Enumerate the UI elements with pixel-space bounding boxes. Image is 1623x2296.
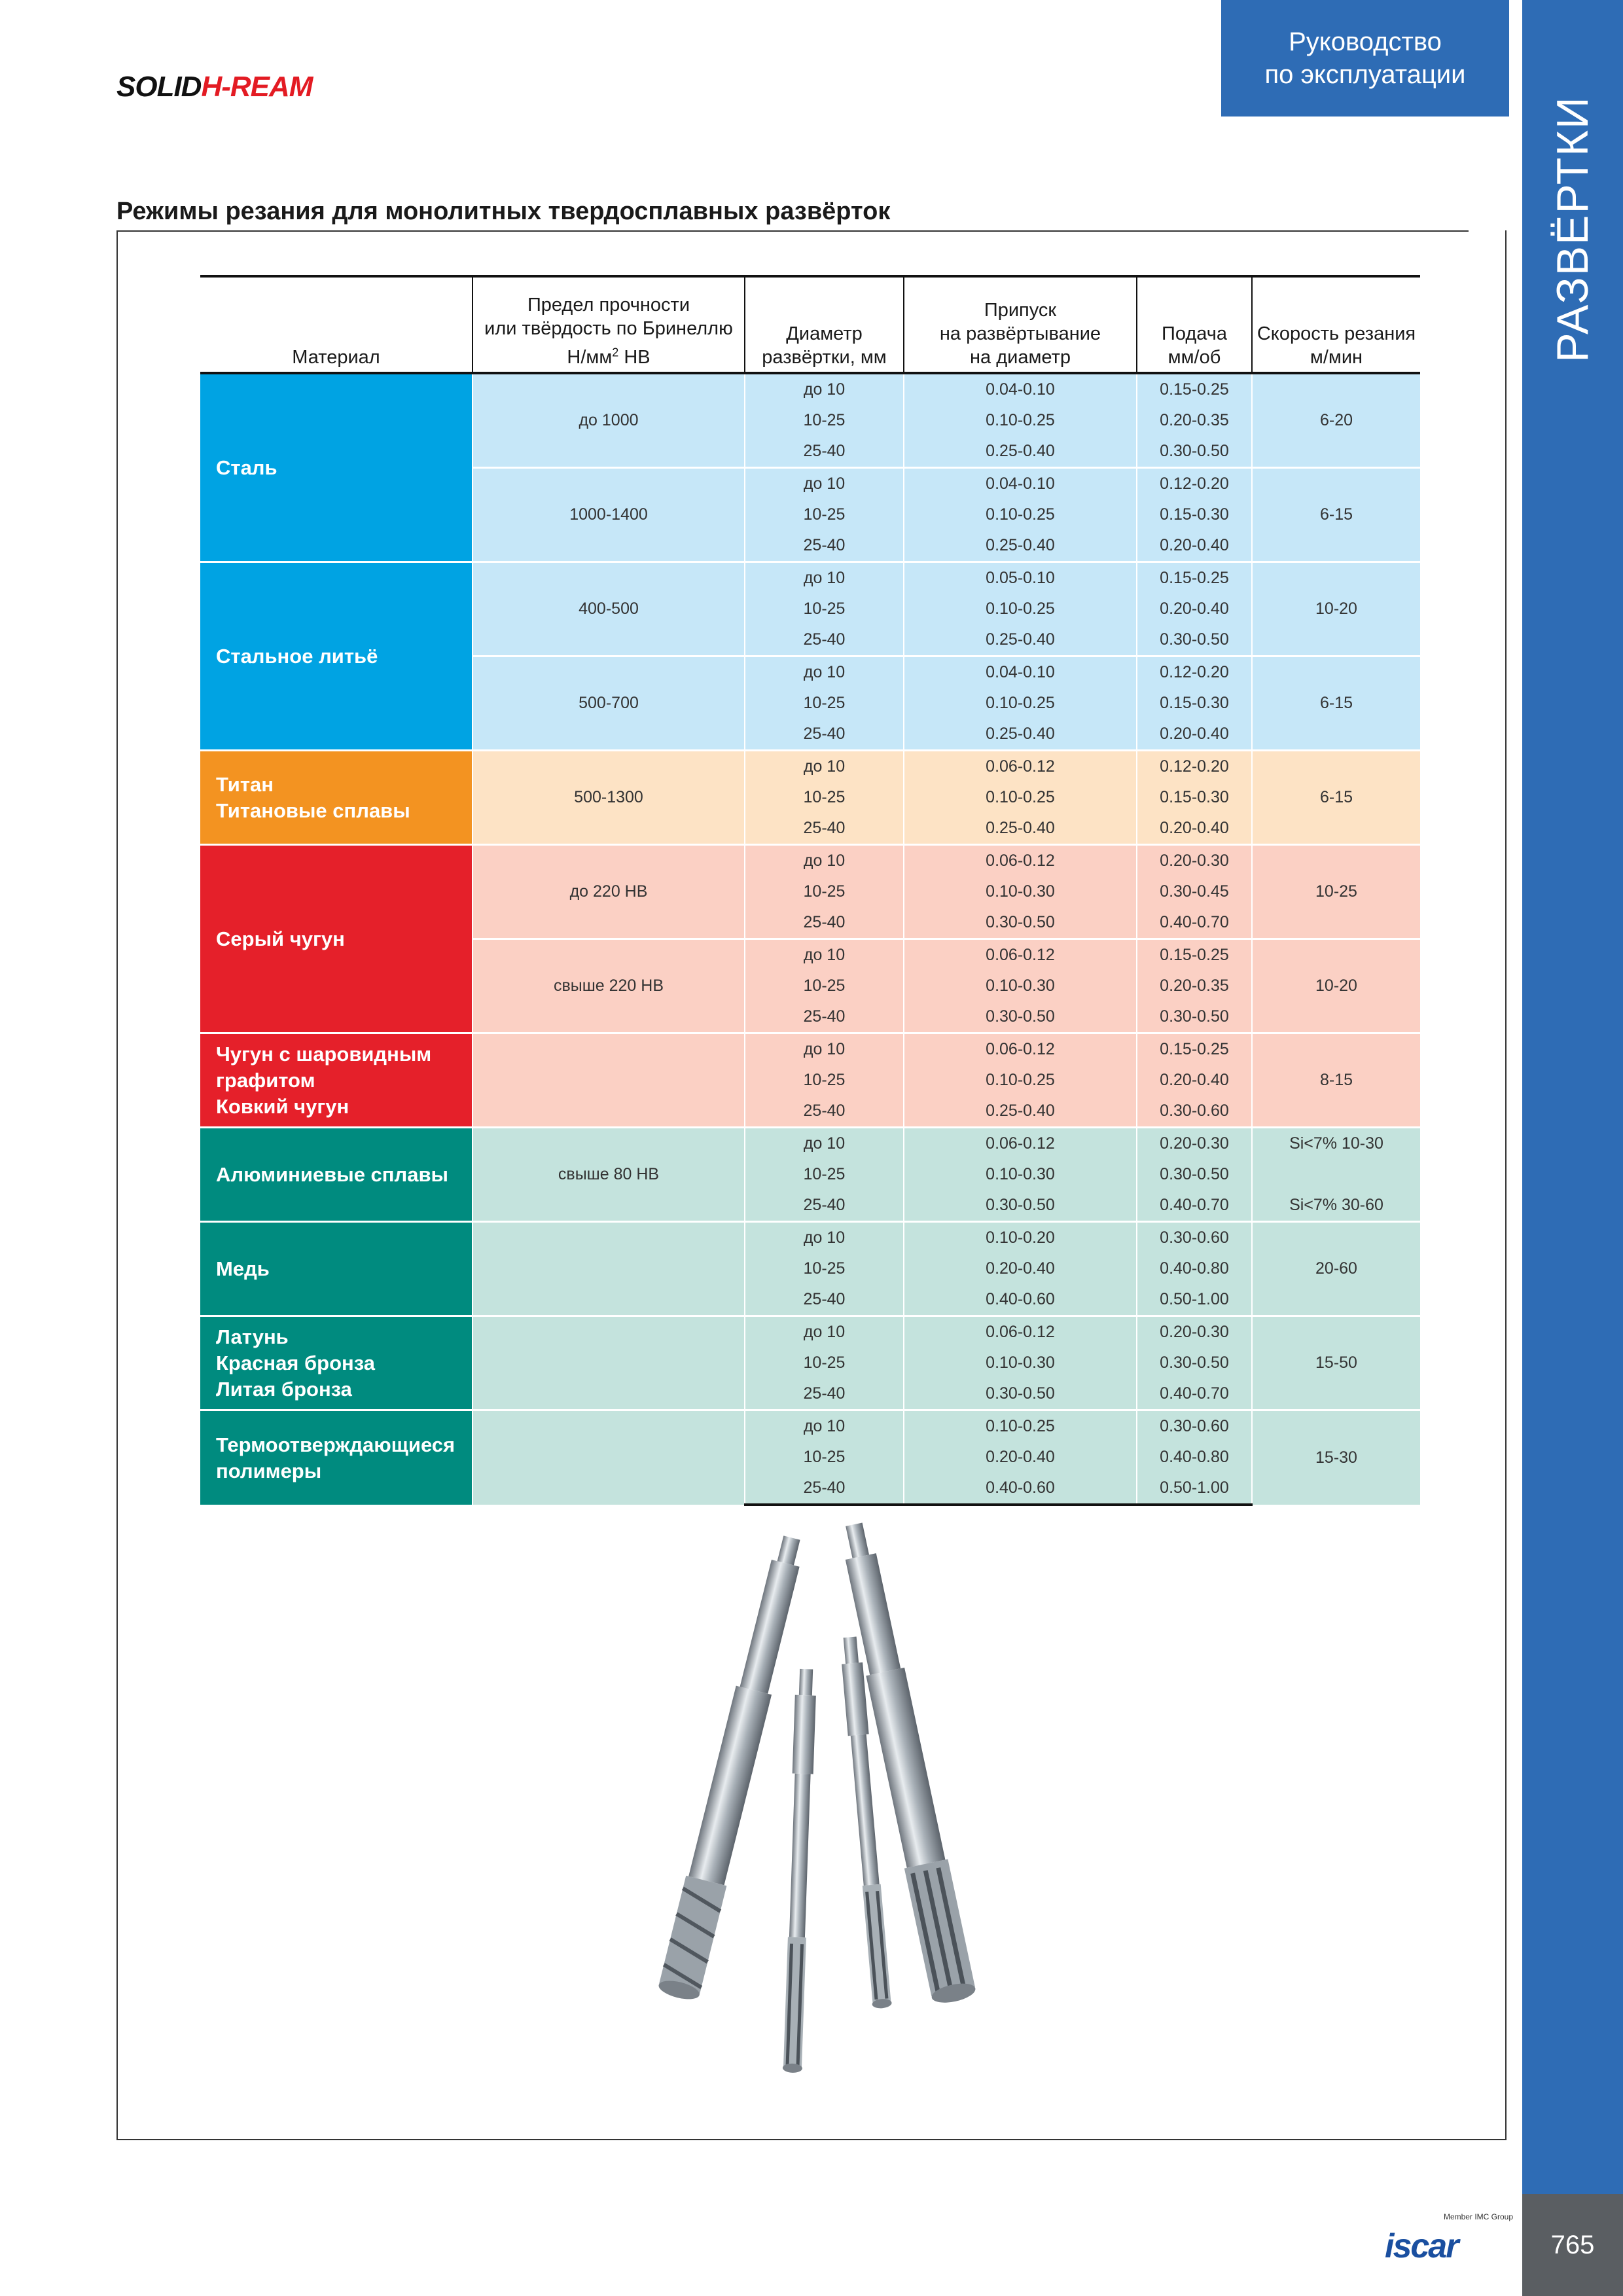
material-cell: Чугун с шаровидным графитом Ковкий чугун	[200, 1033, 473, 1128]
feed-cell: 0.20-0.40	[1137, 719, 1252, 751]
allowance-cell: 0.25-0.40	[904, 624, 1137, 656]
diameter-cell: 10-25	[745, 971, 904, 1001]
strength-cell	[473, 1316, 745, 1410]
table-row	[200, 1316, 1420, 1348]
feed-cell: 0.12-0.20	[1137, 468, 1252, 500]
diameter-cell: 10-25	[745, 1253, 904, 1284]
table-body	[200, 373, 1420, 1505]
feed-cell: 0.20-0.30	[1137, 1316, 1252, 1348]
feed-cell: 0.30-0.50	[1137, 1159, 1252, 1190]
strength-cell	[473, 1033, 745, 1128]
diameter-cell: до 10	[745, 939, 904, 971]
header-material-label: Материал	[292, 347, 380, 368]
strength-cell: до 220 НВ	[473, 845, 745, 939]
allowance-cell: 0.40-0.60	[904, 1284, 1137, 1316]
diameter-cell: 25-40	[745, 1473, 904, 1505]
table-row	[200, 373, 1420, 405]
manual-line-2: по эксплуатации	[1264, 60, 1466, 89]
diameter-cell: 25-40	[745, 1190, 904, 1222]
logo-text-hream: H-REAM	[201, 71, 313, 103]
speed-cell: 10-20	[1252, 939, 1420, 1033]
diameter-cell: 25-40	[745, 719, 904, 751]
header-feed-label: Подача мм/об	[1162, 323, 1227, 368]
manual-line-1: Руководство	[1289, 27, 1442, 56]
allowance-cell: 0.06-0.12	[904, 939, 1137, 971]
reamer-large-left	[657, 1533, 812, 2003]
allowance-cell: 0.06-0.12	[904, 1033, 1137, 1066]
member-text: Member IMC Group	[1443, 2212, 1513, 2221]
cutting-data-table	[200, 275, 1420, 1506]
table-row	[200, 1033, 1420, 1066]
diameter-cell: до 10	[745, 751, 904, 783]
page-number: 765	[1522, 2194, 1623, 2296]
allowance-cell: 0.25-0.40	[904, 530, 1137, 562]
diameter-cell: 25-40	[745, 1096, 904, 1128]
material-cell: Стальное литьё	[200, 562, 473, 751]
feed-cell: 0.12-0.20	[1137, 751, 1252, 783]
allowance-cell: 0.30-0.50	[904, 1378, 1137, 1410]
speed-cell: 6-20	[1252, 373, 1420, 468]
diameter-cell: 10-25	[745, 876, 904, 907]
allowance-cell: 0.06-0.12	[904, 845, 1137, 877]
allowance-cell: 0.25-0.40	[904, 436, 1137, 468]
table-row	[200, 1128, 1420, 1160]
allowance-cell: 0.25-0.40	[904, 813, 1137, 845]
diameter-cell: 10-25	[745, 688, 904, 719]
header-strength	[473, 276, 745, 373]
iscar-logo	[1385, 2212, 1513, 2265]
material-cell: Медь	[200, 1222, 473, 1316]
material-cell: Сталь	[200, 373, 473, 562]
speed-cell: 15-30	[1252, 1410, 1420, 1505]
diameter-cell: 10-25	[745, 1159, 904, 1190]
allowance-cell: 0.30-0.50	[904, 1001, 1137, 1033]
diameter-cell: 10-25	[745, 1065, 904, 1096]
feed-cell: 0.30-0.60	[1137, 1222, 1252, 1254]
feed-cell: 0.20-0.35	[1137, 405, 1252, 436]
reamers-photo	[582, 1505, 1080, 2108]
feed-cell: 0.15-0.30	[1137, 782, 1252, 813]
diameter-cell: 10-25	[745, 1442, 904, 1473]
feed-cell: 0.20-0.30	[1137, 1128, 1252, 1160]
feed-cell: 0.40-0.70	[1137, 1378, 1252, 1410]
strength-cell: 400-500	[473, 562, 745, 656]
allowance-cell: 0.06-0.12	[904, 1316, 1137, 1348]
table-row	[200, 1222, 1420, 1254]
table-row	[200, 845, 1420, 877]
allowance-cell: 0.10-0.20	[904, 1222, 1137, 1254]
speed-cell: Si<7% 10-30	[1252, 1128, 1420, 1160]
allowance-cell: 0.25-0.40	[904, 719, 1137, 751]
diameter-cell: 10-25	[745, 1348, 904, 1378]
feed-cell: 0.30-0.60	[1137, 1096, 1252, 1128]
chapter-side-bar	[1522, 0, 1623, 2296]
manual-header-box	[1221, 0, 1509, 117]
iscar-logo-mark: iscar	[1385, 2227, 1458, 2265]
speed-cell: 20-60	[1252, 1222, 1420, 1316]
header-material	[200, 276, 473, 373]
feed-cell: 0.40-0.80	[1137, 1253, 1252, 1284]
allowance-cell: 0.20-0.40	[904, 1253, 1137, 1284]
header-strength-label: Предел прочности или твёрдость по Бринеллю $Н/мм^2$ НВ	[484, 295, 733, 368]
allowance-cell: 0.06-0.12	[904, 751, 1137, 783]
allowance-cell: 0.40-0.60	[904, 1473, 1137, 1505]
header-diameter	[745, 276, 904, 373]
strength-cell: 500-700	[473, 656, 745, 751]
material-cell: Алюминиевые сплавы	[200, 1128, 473, 1222]
section-title: Режимы резания для монолитных твердосплавных развёрток	[116, 198, 891, 225]
strength-cell: свыше 80 НВ	[473, 1128, 745, 1222]
material-cell: Латунь Красная бронза Литая бронза	[200, 1316, 473, 1410]
reamer-small-left	[782, 1669, 817, 2073]
diameter-cell: 25-40	[745, 436, 904, 468]
feed-cell: 0.40-0.70	[1137, 907, 1252, 939]
allowance-cell: 0.06-0.12	[904, 1128, 1137, 1160]
feed-cell: 0.15-0.25	[1137, 562, 1252, 594]
feed-cell: 0.15-0.25	[1137, 939, 1252, 971]
feed-cell: 0.30-0.45	[1137, 876, 1252, 907]
allowance-cell: 0.10-0.25	[904, 688, 1137, 719]
feed-cell: 0.30-0.50	[1137, 624, 1252, 656]
speed-cell	[1252, 1159, 1420, 1190]
allowance-cell: 0.10-0.25	[904, 1410, 1137, 1443]
diameter-cell: до 10	[745, 1410, 904, 1443]
diameter-cell: 10-25	[745, 594, 904, 624]
diameter-cell: 25-40	[745, 813, 904, 845]
diameter-cell: 10-25	[745, 782, 904, 813]
feed-cell: 0.12-0.20	[1137, 656, 1252, 689]
diameter-cell: 25-40	[745, 530, 904, 562]
strength-cell: 500-1300	[473, 751, 745, 845]
speed-cell: Si<7% 30-60	[1252, 1190, 1420, 1222]
allowance-cell: 0.10-0.30	[904, 876, 1137, 907]
feed-cell: 0.15-0.25	[1137, 373, 1252, 405]
header-speed-label: Скорость резания м/мин	[1257, 323, 1416, 368]
allowance-cell: 0.20-0.40	[904, 1442, 1137, 1473]
header-allowance	[904, 276, 1137, 373]
feed-cell: 0.20-0.30	[1137, 845, 1252, 877]
diameter-cell: до 10	[745, 1316, 904, 1348]
allowance-cell: 0.10-0.30	[904, 971, 1137, 1001]
header-allowance-label: Припуск на развёртывание на диаметр	[939, 300, 1101, 368]
diameter-cell: до 10	[745, 468, 904, 500]
solid-h-ream-logo	[116, 71, 312, 103]
speed-cell: 10-20	[1252, 562, 1420, 656]
material-cell: Серый чугун	[200, 845, 473, 1033]
strength-cell: 1000-1400	[473, 468, 745, 562]
feed-cell: 0.30-0.50	[1137, 436, 1252, 468]
table-row	[200, 562, 1420, 594]
feed-cell: 0.50-1.00	[1137, 1284, 1252, 1316]
diameter-cell: до 10	[745, 656, 904, 689]
strength-cell: до 1000	[473, 373, 745, 468]
diameter-cell: до 10	[745, 373, 904, 405]
allowance-cell: 0.10-0.25	[904, 782, 1137, 813]
allowance-cell: 0.25-0.40	[904, 1096, 1137, 1128]
allowance-cell: 0.04-0.10	[904, 468, 1137, 500]
diameter-cell: 25-40	[745, 624, 904, 656]
strength-cell: свыше 220 НВ	[473, 939, 745, 1033]
logo-text-solid: SOLID	[116, 71, 202, 103]
speed-cell: 8-15	[1252, 1033, 1420, 1128]
chapter-title: РАЗВЁРТКИ	[1548, 96, 1597, 363]
allowance-cell: 0.10-0.25	[904, 405, 1137, 436]
speed-cell: 10-25	[1252, 845, 1420, 939]
header-speed	[1252, 276, 1420, 373]
diameter-cell: 10-25	[745, 499, 904, 530]
feed-cell: 0.20-0.40	[1137, 530, 1252, 562]
diameter-cell: 25-40	[745, 907, 904, 939]
allowance-cell: 0.10-0.30	[904, 1159, 1137, 1190]
speed-cell: 15-50	[1252, 1316, 1420, 1410]
feed-cell: 0.20-0.40	[1137, 813, 1252, 845]
strength-cell	[473, 1410, 745, 1505]
allowance-cell: 0.04-0.10	[904, 373, 1137, 405]
diameter-cell: до 10	[745, 562, 904, 594]
feed-cell: 0.15-0.25	[1137, 1033, 1252, 1066]
allowance-cell: 0.04-0.10	[904, 656, 1137, 689]
feed-cell: 0.20-0.35	[1137, 971, 1252, 1001]
strength-cell	[473, 1222, 745, 1316]
table-row	[200, 751, 1420, 783]
speed-cell: 6-15	[1252, 468, 1420, 562]
feed-cell: 0.20-0.40	[1137, 1065, 1252, 1096]
diameter-cell: до 10	[745, 1128, 904, 1160]
diameter-cell: 10-25	[745, 405, 904, 436]
diameter-cell: 25-40	[745, 1001, 904, 1033]
allowance-cell: 0.10-0.25	[904, 499, 1137, 530]
table-row	[200, 1410, 1420, 1443]
header-diameter-label: Диаметр развёртки, мм	[762, 323, 887, 368]
speed-cell: 6-15	[1252, 656, 1420, 751]
allowance-cell: 0.05-0.10	[904, 562, 1137, 594]
feed-cell: 0.40-0.70	[1137, 1190, 1252, 1222]
header-feed	[1137, 276, 1252, 373]
feed-cell: 0.15-0.30	[1137, 688, 1252, 719]
feed-cell: 0.15-0.30	[1137, 499, 1252, 530]
material-cell: Титан Титановые сплавы	[200, 751, 473, 845]
diameter-cell: до 10	[745, 1222, 904, 1254]
table-header-row	[200, 276, 1420, 373]
diameter-cell: до 10	[745, 845, 904, 877]
speed-cell: 6-15	[1252, 751, 1420, 845]
allowance-cell: 0.10-0.25	[904, 1065, 1137, 1096]
allowance-cell: 0.10-0.25	[904, 594, 1137, 624]
feed-cell: 0.20-0.40	[1137, 594, 1252, 624]
allowance-cell: 0.30-0.50	[904, 907, 1137, 939]
diameter-cell: 25-40	[745, 1378, 904, 1410]
diameter-cell: 25-40	[745, 1284, 904, 1316]
feed-cell: 0.30-0.50	[1137, 1001, 1252, 1033]
allowance-cell: 0.30-0.50	[904, 1190, 1137, 1222]
allowance-cell: 0.10-0.30	[904, 1348, 1137, 1378]
diameter-cell: до 10	[745, 1033, 904, 1066]
feed-cell: 0.30-0.50	[1137, 1348, 1252, 1378]
feed-cell: 0.40-0.80	[1137, 1442, 1252, 1473]
feed-cell: 0.50-1.00	[1137, 1473, 1252, 1505]
material-cell: Термоотверждающиеся полимеры	[200, 1410, 473, 1505]
feed-cell: 0.30-0.60	[1137, 1410, 1252, 1443]
